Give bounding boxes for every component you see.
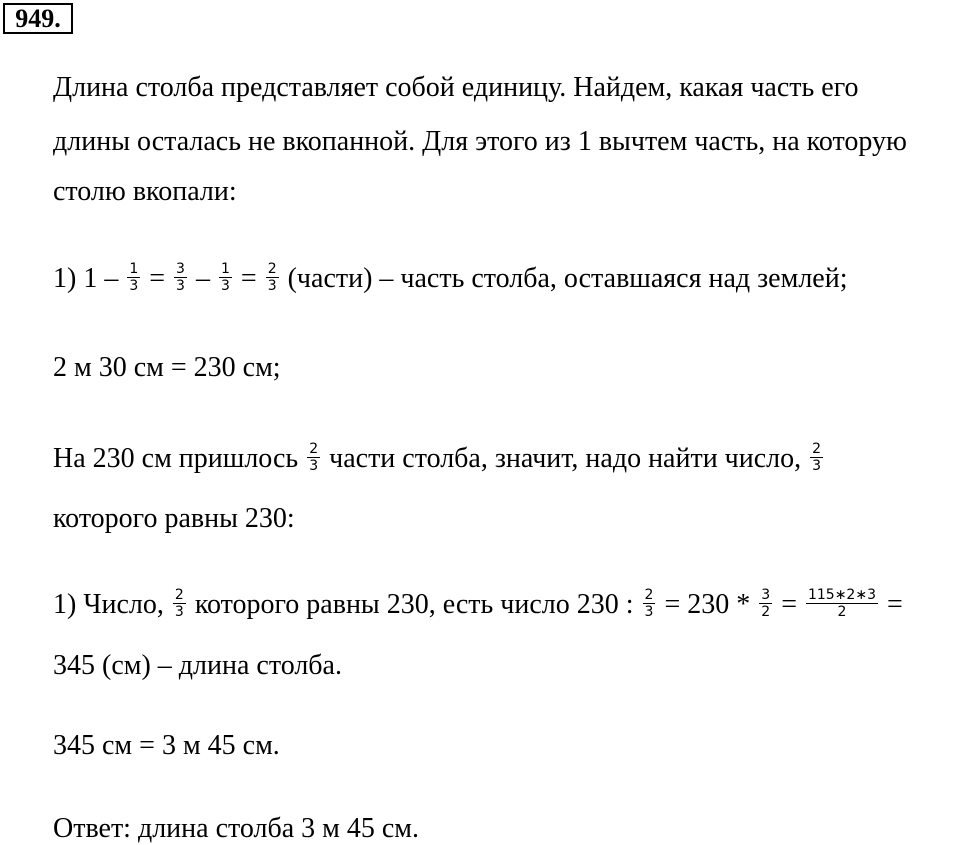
para2-line-2: которого равны 230:	[53, 503, 295, 534]
fraction: $\frac{1}{3}$	[129, 261, 139, 295]
equals-sign: =	[149, 263, 166, 294]
fraction: $\frac{115∗2∗3}{2}$	[807, 587, 876, 621]
fraction: $\frac{3}{3}$	[176, 261, 185, 295]
minus-sign: –	[195, 263, 210, 294]
fraction: $\frac{2}{3}$	[644, 587, 654, 621]
para2-text-2: части столба, значит, надо найти число,	[329, 443, 802, 474]
step2-text-2: которого равны 230, есть число 230 :	[194, 589, 634, 620]
para2-text-1: На 230 см пришлось	[53, 443, 299, 474]
problem-number: 949.	[3, 3, 73, 34]
fraction: $\frac{2}{3}$	[267, 261, 277, 295]
fraction: $\frac{2}{3}$	[812, 441, 822, 475]
result-conversion: 345 см = 3 м 45 см.	[53, 730, 280, 761]
intro-line-3: столю вкопали:	[53, 176, 237, 207]
step1-suffix: (части) – часть столба, оставшаяся над землей;	[287, 263, 848, 294]
fraction: $\frac{2}{3}$	[309, 441, 319, 475]
step1-prefix: 1) 1 –	[53, 263, 119, 294]
para2-line-1	[53, 443, 825, 477]
intro-line-1: Длина столба представляет собой единицу. Найдем, какая часть его	[53, 72, 859, 103]
step2-line-1	[53, 589, 903, 623]
step2-text-1: 1) Число,	[53, 589, 164, 620]
intro-line-2: длины осталась не вкопанной. Для этого из 1 вычтем часть, на которую	[53, 126, 907, 157]
step2-text-3: = 230 *	[664, 589, 751, 620]
fraction: $\frac{3}{2}$	[761, 587, 771, 621]
fraction: $\frac{1}{3}$	[220, 261, 230, 295]
step1-line	[53, 263, 848, 297]
step2-line-2: 345 (см) – длина столба.	[53, 650, 342, 681]
equals-sign: =	[886, 589, 903, 620]
equals-sign: =	[240, 263, 257, 294]
conversion-line: 2 м 30 см = 230 см;	[53, 352, 281, 383]
answer-line: Ответ: длина столба 3 м 45 см.	[53, 813, 420, 844]
fraction: $\frac{2}{3}$	[174, 587, 184, 621]
equals-sign: =	[781, 589, 797, 620]
